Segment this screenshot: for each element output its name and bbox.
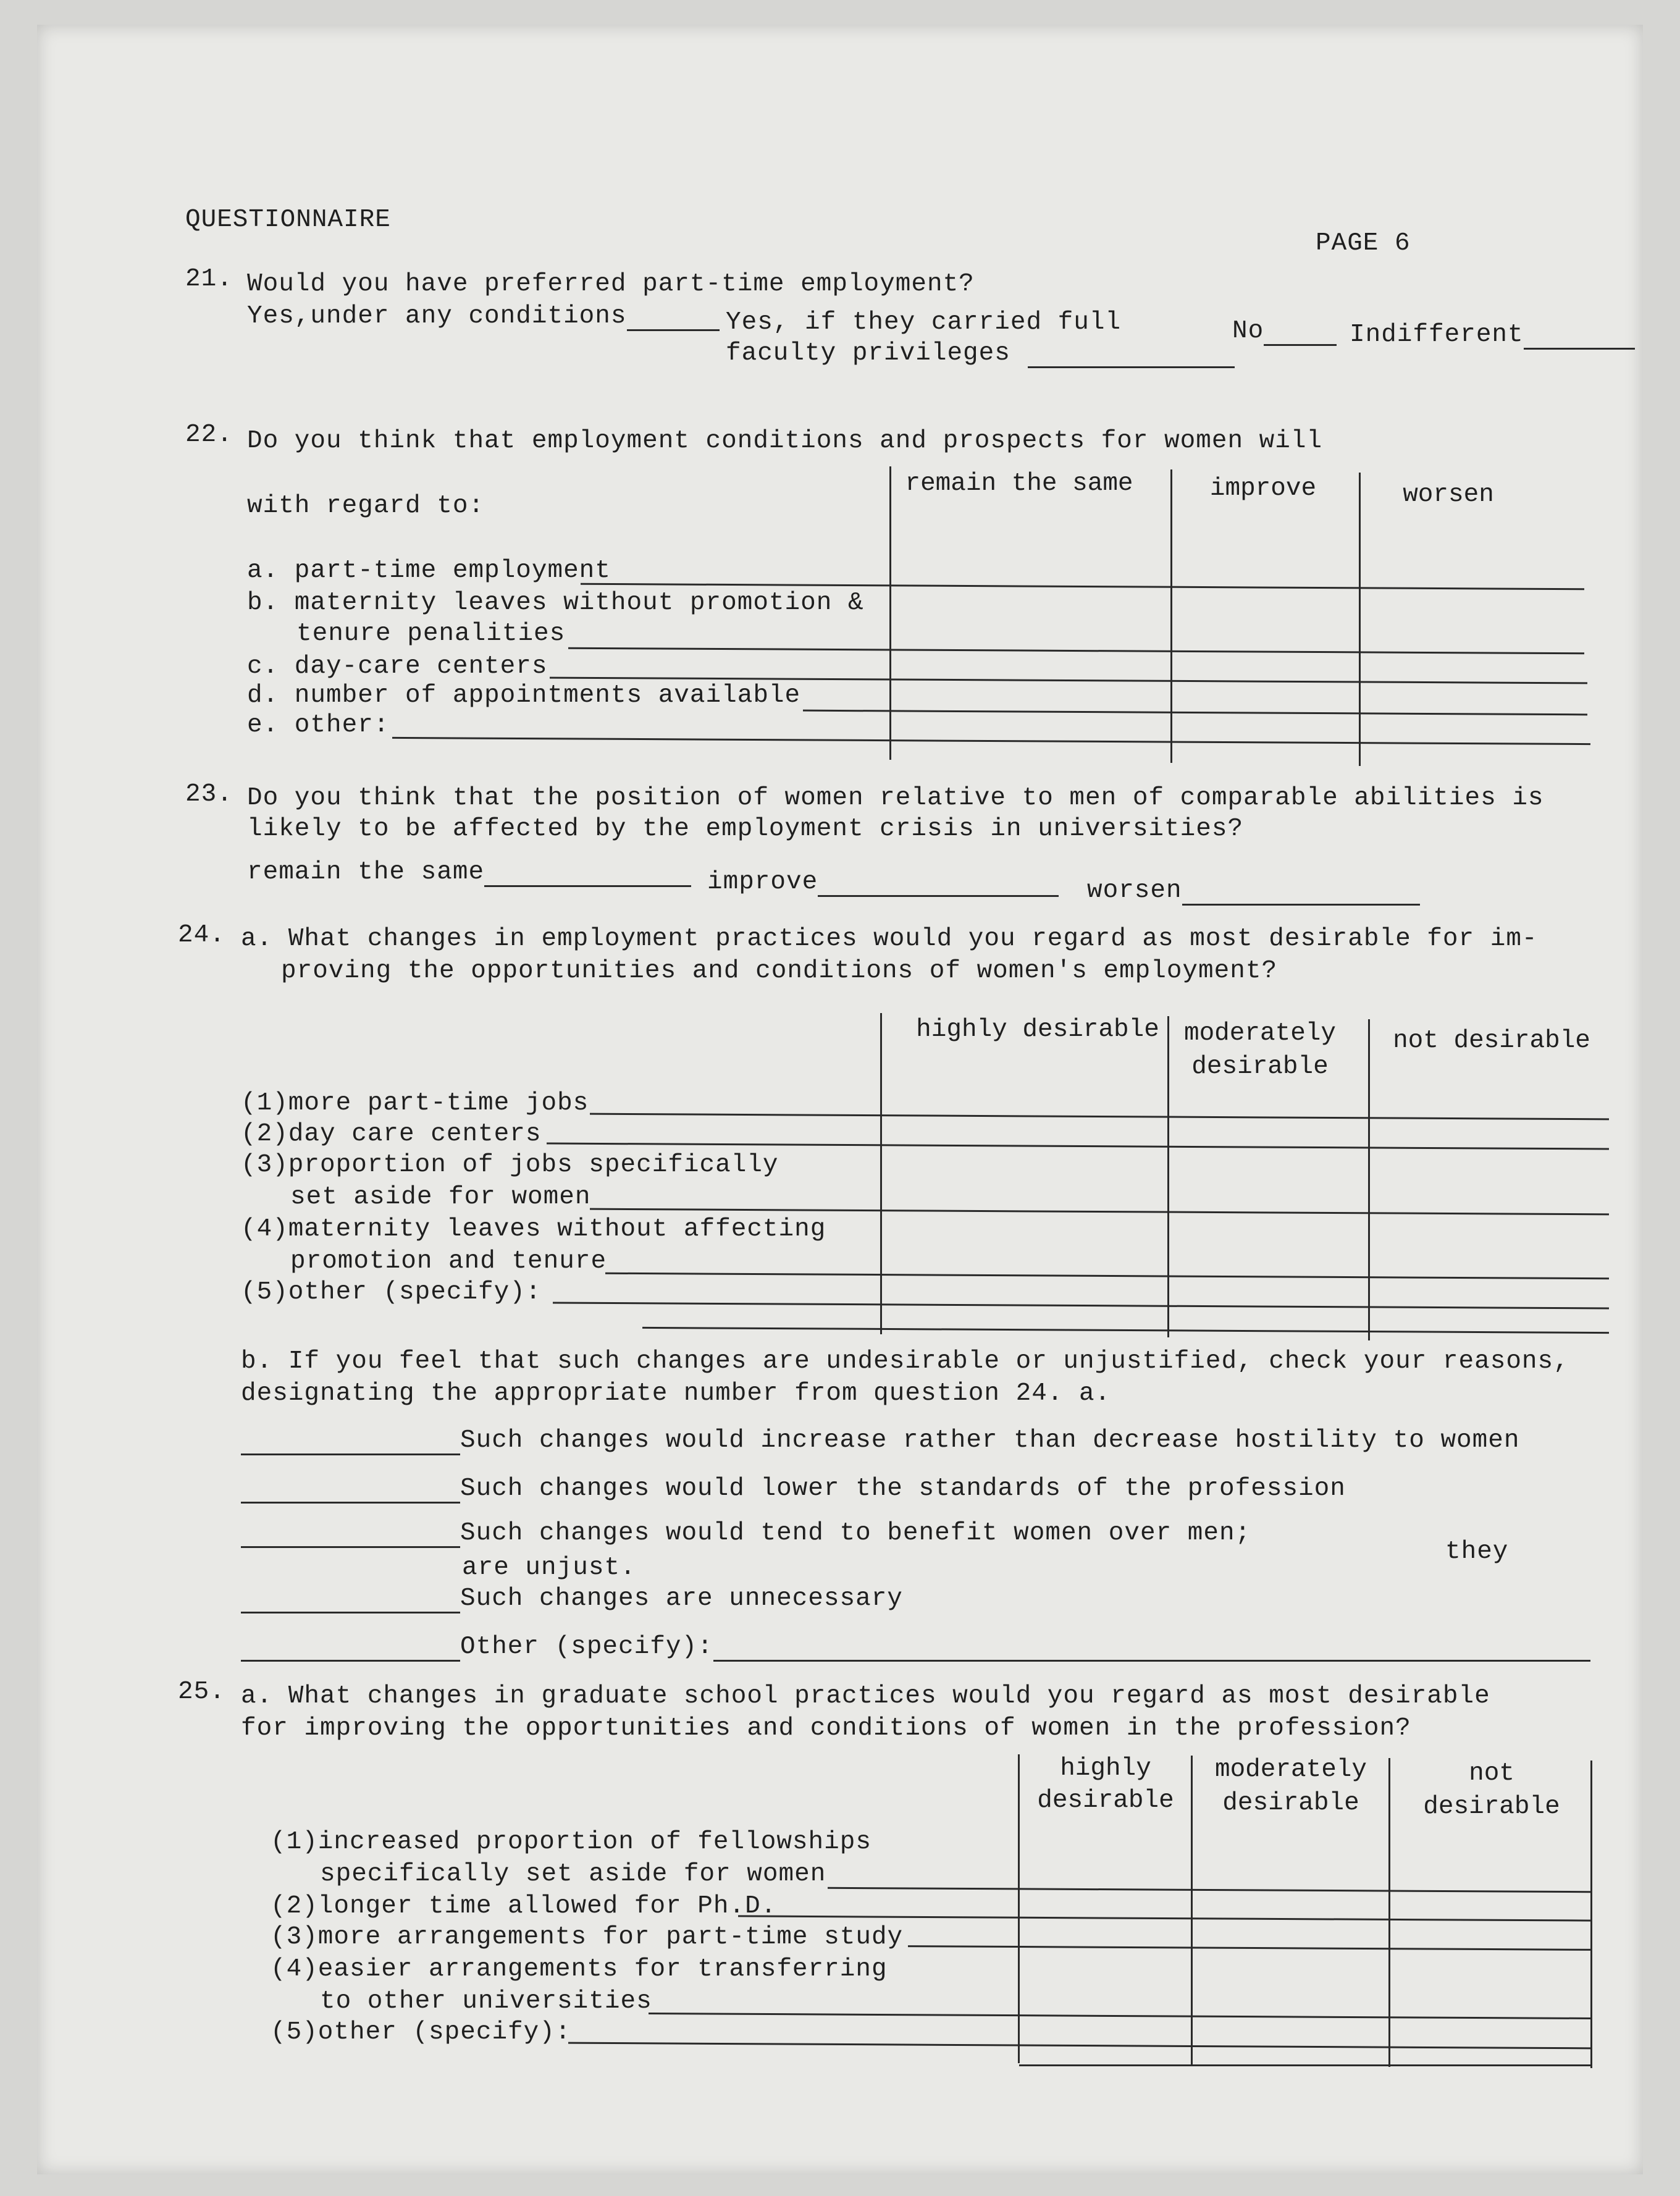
q25-row-line[interactable] (828, 1887, 1590, 1893)
q25-col-moderately: moderately (1214, 1756, 1367, 1784)
q24-row-2: (2)day care centers (241, 1120, 542, 1148)
q23-option-worsen[interactable] (1087, 876, 1420, 906)
q22-intro: with regard to: (247, 492, 485, 520)
q25-row-line[interactable] (649, 2013, 1590, 2019)
q24b-answer-line[interactable] (241, 1589, 460, 1613)
q24b-reason-4-label: Such changes are unnecessary (460, 1584, 903, 1613)
q22-row-a: a. part-time employment (247, 557, 611, 585)
q25-row-line[interactable] (738, 1915, 1590, 1921)
q24-row-line[interactable] (590, 1113, 1609, 1121)
q22-number: 22. (185, 421, 233, 449)
q21-option-yes-full-line2[interactable] (726, 339, 1235, 368)
q24b-reason-3-right: they (1445, 1538, 1509, 1566)
q22-grid-line (889, 466, 891, 760)
q24b-reason-5[interactable] (241, 1632, 1590, 1662)
q25-grid-line (1388, 1758, 1390, 2067)
q24-grid-line (1167, 1016, 1169, 1337)
q25-row-4-cont: to other universities (320, 1987, 652, 2016)
q24b-answer-line[interactable] (241, 1524, 460, 1548)
q25-number: 25. (178, 1678, 225, 1706)
q21-option-yes-any-label: Yes,under any conditions (247, 302, 627, 330)
q24b-text-line2: designating the appropriate number from question 24. a. (241, 1379, 1111, 1408)
q24b-answer-line[interactable] (241, 1479, 460, 1504)
q22-row-line[interactable] (568, 647, 1584, 655)
q24-row-3-cont: set aside for women (290, 1183, 591, 1211)
q21-option-indifferent[interactable] (1350, 320, 1635, 350)
q23-text-line2: likely to be affected by the employment crisis in universities? (247, 815, 1244, 843)
q25-row-3: (3)more arrangements for part-time study (271, 1923, 904, 1951)
q24b-reason-2-label: Such changes would lower the standards of the profession (460, 1475, 1346, 1503)
q25-col-not: not (1469, 1759, 1514, 1788)
q24-row-line[interactable] (605, 1273, 1609, 1280)
q21-option-yes-any[interactable] (247, 301, 720, 331)
q25-text-line1: a. What changes in graduate school practices would you regard as most desirable (241, 1682, 1490, 1710)
q21-option-no-label: No (1232, 317, 1264, 345)
q24b-specify-line[interactable] (713, 1638, 1590, 1662)
q24b-reason-1-label: Such changes would increase rather than decrease hostility to women (460, 1426, 1520, 1455)
q25-row-5-label: (5)other (specify): (271, 2018, 571, 2047)
q21-text: Would you have preferred part-time employment? (247, 270, 975, 298)
q21-option-no[interactable] (1232, 316, 1337, 346)
q24-col-moderately-cont: desirable (1191, 1053, 1329, 1081)
q24b-answer-line[interactable] (241, 1638, 460, 1662)
q24-row-1: (1)more part-time jobs (241, 1089, 589, 1117)
q22-col-improve: improve (1209, 474, 1317, 503)
q25-grid-line (1018, 1754, 1020, 2063)
q25-row-line[interactable] (568, 2042, 1590, 2050)
q24-grid-line (1368, 1019, 1370, 1340)
q24-col-not: not desirable (1393, 1027, 1590, 1055)
q22-row-e[interactable] (247, 710, 389, 740)
q22-text: Do you think that employment conditions and prospects for women will (247, 427, 1323, 455)
q24-number: 24. (178, 921, 225, 949)
q22-col-remain: remain the same (905, 469, 1133, 498)
q21-number: 21. (185, 265, 233, 293)
q23-answer-line[interactable] (1182, 881, 1420, 906)
q25-grid-line (1191, 1756, 1193, 2064)
q25-text-line2: for improving the opportunities and conditions of women in the profession? (241, 1714, 1411, 1743)
q25-row-4: (4)easier arrangements for transferring (271, 1955, 888, 1984)
q22-col-worsen: worsen (1403, 481, 1494, 509)
q25-col-highly-cont: desirable (1037, 1786, 1174, 1815)
q24-grid-line (880, 1013, 882, 1334)
q22-row-line[interactable] (803, 710, 1587, 716)
q25-row-5[interactable] (271, 2017, 571, 2047)
q25-col-highly: highly (1060, 1754, 1151, 1783)
q22-row-c: c. day-care centers (247, 652, 548, 681)
q24-text-line1: a. What changes in employment practices would you regard as most desirable for im- (241, 925, 1538, 953)
q24b-answer-line[interactable] (241, 1431, 460, 1455)
q23-option-same[interactable] (247, 857, 691, 887)
q25-row-line (1019, 2064, 1590, 2066)
q25-row-2: (2)longer time allowed for Ph.D. (271, 1892, 777, 1920)
q24-col-moderately: moderately (1183, 1019, 1337, 1048)
q21-option-indifferent-label: Indifferent (1350, 321, 1524, 349)
q23-answer-line[interactable] (818, 873, 1059, 897)
q21-option-yes-full-line1: Yes, if they carried full (726, 308, 1122, 337)
q24b-reason-3-cont: are unjust. (462, 1554, 636, 1582)
q24b-reason-2[interactable] (241, 1474, 1346, 1504)
q25-col-not-cont: desirable (1423, 1793, 1560, 1821)
q24b-text-line1: b. If you feel that such changes are undesirable or unjustified, check your reasons, (241, 1347, 1569, 1376)
q24-row-5[interactable] (241, 1277, 541, 1307)
q21-option-yes-full-label: faculty privileges (726, 339, 1010, 368)
q21-answer-line[interactable] (1264, 322, 1337, 346)
q24-row-line[interactable] (553, 1302, 1609, 1310)
q23-answer-line[interactable] (484, 863, 691, 887)
q23-option-worsen-label: worsen (1087, 877, 1182, 905)
q25-col-moderately-cont: desirable (1222, 1789, 1359, 1817)
q24-row-3: (3)proportion of jobs specifically (241, 1151, 779, 1179)
q24-row-4-cont: promotion and tenure (290, 1247, 607, 1276)
q21-answer-line[interactable] (627, 307, 720, 331)
q22-grid-line (1359, 473, 1361, 766)
q25-row-1-cont: specifically set aside for women (320, 1860, 826, 1888)
page-number: PAGE 6 (1316, 229, 1411, 258)
q24b-reason-5-label: Other (specify): (460, 1633, 713, 1661)
q23-option-same-label: remain the same (247, 858, 485, 886)
q24-row-line[interactable] (547, 1142, 1609, 1150)
q22-row-line[interactable] (392, 737, 1590, 745)
q24b-reason-3-label: Such changes would tend to benefit women over men; (460, 1519, 1251, 1547)
q23-option-improve[interactable] (707, 867, 1059, 897)
q24-row-5-label: (5)other (specify): (241, 1278, 542, 1306)
q21-answer-line[interactable] (1028, 344, 1235, 368)
q23-number: 23. (185, 780, 233, 809)
q21-answer-line[interactable] (1524, 326, 1635, 350)
q24b-reason-4[interactable] (241, 1584, 903, 1613)
q23-option-improve-label: improve (707, 868, 818, 896)
q22-row-d: d. number of appointments available (247, 681, 801, 710)
q24b-reason-3[interactable] (241, 1518, 1251, 1548)
q24-text-line2: proving the opportunities and conditions of women's employment? (281, 957, 1278, 985)
q22-row-e-label: e. other: (247, 711, 390, 739)
document-title: QUESTIONNAIRE (185, 206, 391, 234)
questionnaire-page (37, 25, 1643, 2174)
q24-row-4: (4)maternity leaves without affecting (241, 1215, 826, 1243)
q22-grid-line (1170, 469, 1172, 763)
q25-row-line[interactable] (908, 1945, 1590, 1951)
q24b-reason-1[interactable] (241, 1426, 1519, 1455)
q25-row-1: (1)increased proportion of fellowships (271, 1828, 872, 1856)
q24-col-highly: highly desirable (916, 1016, 1159, 1044)
q22-row-b-cont: tenure penalities (296, 620, 566, 648)
q23-text-line1: Do you think that the position of women relative to men of comparable abilities is (247, 784, 1544, 812)
q24-row-line[interactable] (642, 1327, 1609, 1334)
q25-grid-line (1590, 1761, 1592, 2068)
q22-row-b: b. maternity leaves without promotion & (247, 589, 864, 617)
